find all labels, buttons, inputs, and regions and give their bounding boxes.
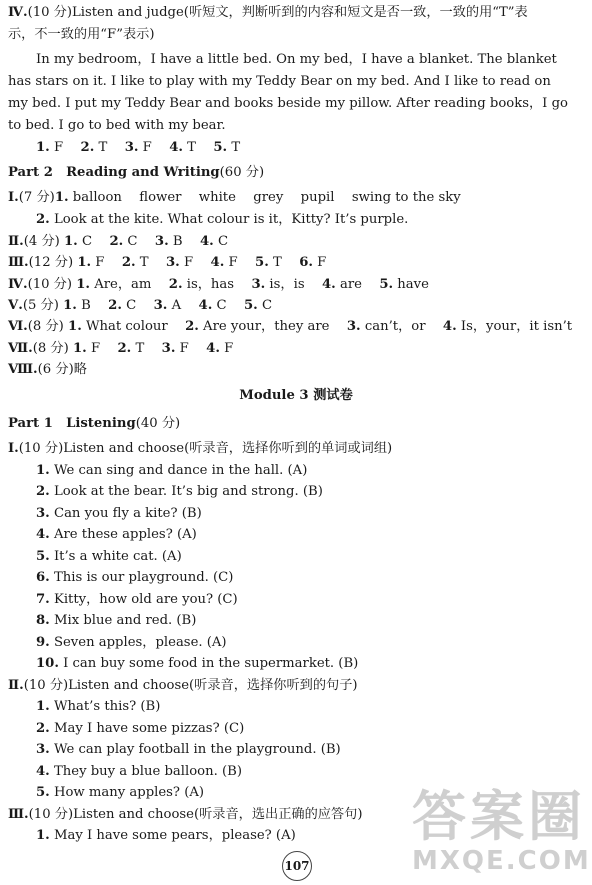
- list-item: 1. What’s this? (B): [36, 699, 161, 714]
- part-2-heading: Part 2 Reading and Writing(60 分): [8, 165, 265, 180]
- list-item: 6. This is our playground. (C): [36, 570, 234, 585]
- section-iii-heading: Ⅲ.(10 分)Listen and choose(听录音，选出正确的应答句): [8, 807, 363, 822]
- list-item: 3. Can you fly a kite? (B): [36, 506, 202, 521]
- watermark-cn: 答案圈: [412, 785, 586, 848]
- section-iv-heading-cont: 示，不一致的用“F”表示): [8, 27, 155, 42]
- list-item: 10. I can buy some food in the supermarket. (B): [36, 656, 359, 671]
- answer-line: 1. F 2. T 3. F 4. T 5. T: [36, 140, 241, 155]
- list-item: 8. Mix blue and red. (B): [36, 613, 197, 628]
- answer-line: Ⅳ.(10 分) 1. Are，am 2. is，has 3. is，is 4. are 5. have: [8, 277, 429, 292]
- part-1-heading: Part 1 Listening(40 分): [8, 416, 181, 431]
- answer-line: Ⅲ.(12 分) 1. F 2. T 3. F 4. F 5. T 6. F: [8, 255, 327, 270]
- passage-line: my bed. I put my Teddy Bear and books beside my pillow. After reading books，I go: [8, 96, 568, 111]
- answer-line: Ⅰ.(7 分)1. balloon flower white grey pupil swing to the sky: [8, 190, 461, 205]
- answer-line: Ⅷ.(6 分)略: [8, 362, 87, 377]
- section-iv-heading: Ⅳ.(10 分)Listen and judge(听短文，判断听到的内容和短文是否一致，一致的用“T”表: [8, 5, 528, 20]
- list-item: 2. Look at the bear. It’s big and strong. (B): [36, 484, 323, 499]
- answer-line: Ⅴ.(5 分) 1. B 2. C 3. A 4. C 5. C: [8, 298, 273, 313]
- watermark-logo: [412, 785, 592, 885]
- answer-line: Ⅶ.(8 分) 1. F 2. T 3. F 4. F: [8, 341, 234, 356]
- list-item: 9. Seven apples，please. (A): [36, 635, 227, 650]
- list-item: 1. May I have some pears，please? (A): [36, 828, 296, 843]
- watermark-url: MXQE.COM: [412, 846, 591, 876]
- list-item: 3. We can play football in the playground. (B): [36, 742, 341, 757]
- passage-line: has stars on it. I like to play with my Teddy Bear on my bed. And I like to read on: [8, 74, 551, 89]
- list-item: 5. It’s a white cat. (A): [36, 549, 182, 564]
- page-number: 107: [282, 851, 312, 881]
- passage-line: In my bedroom，I have a little bed. On my bed，I have a blanket. The blanket: [36, 52, 557, 67]
- module-3-title: Module 3 测试卷: [239, 388, 353, 403]
- passage-line: to bed. I go to bed with my bear.: [8, 118, 226, 133]
- answer-line: Ⅱ.(4 分) 1. C 2. C 3. B 4. C: [8, 234, 229, 249]
- section-ii-heading: Ⅱ.(10 分)Listen and choose(听录音，选择你听到的句子): [8, 678, 358, 693]
- list-item: 7. Kitty，how old are you? (C): [36, 592, 238, 607]
- list-item: 5. How many apples? (A): [36, 785, 205, 800]
- answer-line: Ⅵ.(8 分) 1. What colour 2. Are your，they are 3. can’t，or 4. Is，your，it isn’t: [8, 319, 573, 334]
- list-item: 2. May I have some pizzas? (C): [36, 721, 245, 736]
- list-item: 1. We can sing and dance in the hall. (A): [36, 463, 308, 478]
- section-i-heading: Ⅰ.(10 分)Listen and choose(听录音，选择你听到的单词或词组): [8, 441, 393, 456]
- list-item: 4. Are these apples? (A): [36, 527, 197, 542]
- list-item: 4. They buy a blue balloon. (B): [36, 764, 242, 779]
- answer-line: 2. Look at the kite. What colour is it，Kitty? It’s purple.: [36, 212, 409, 227]
